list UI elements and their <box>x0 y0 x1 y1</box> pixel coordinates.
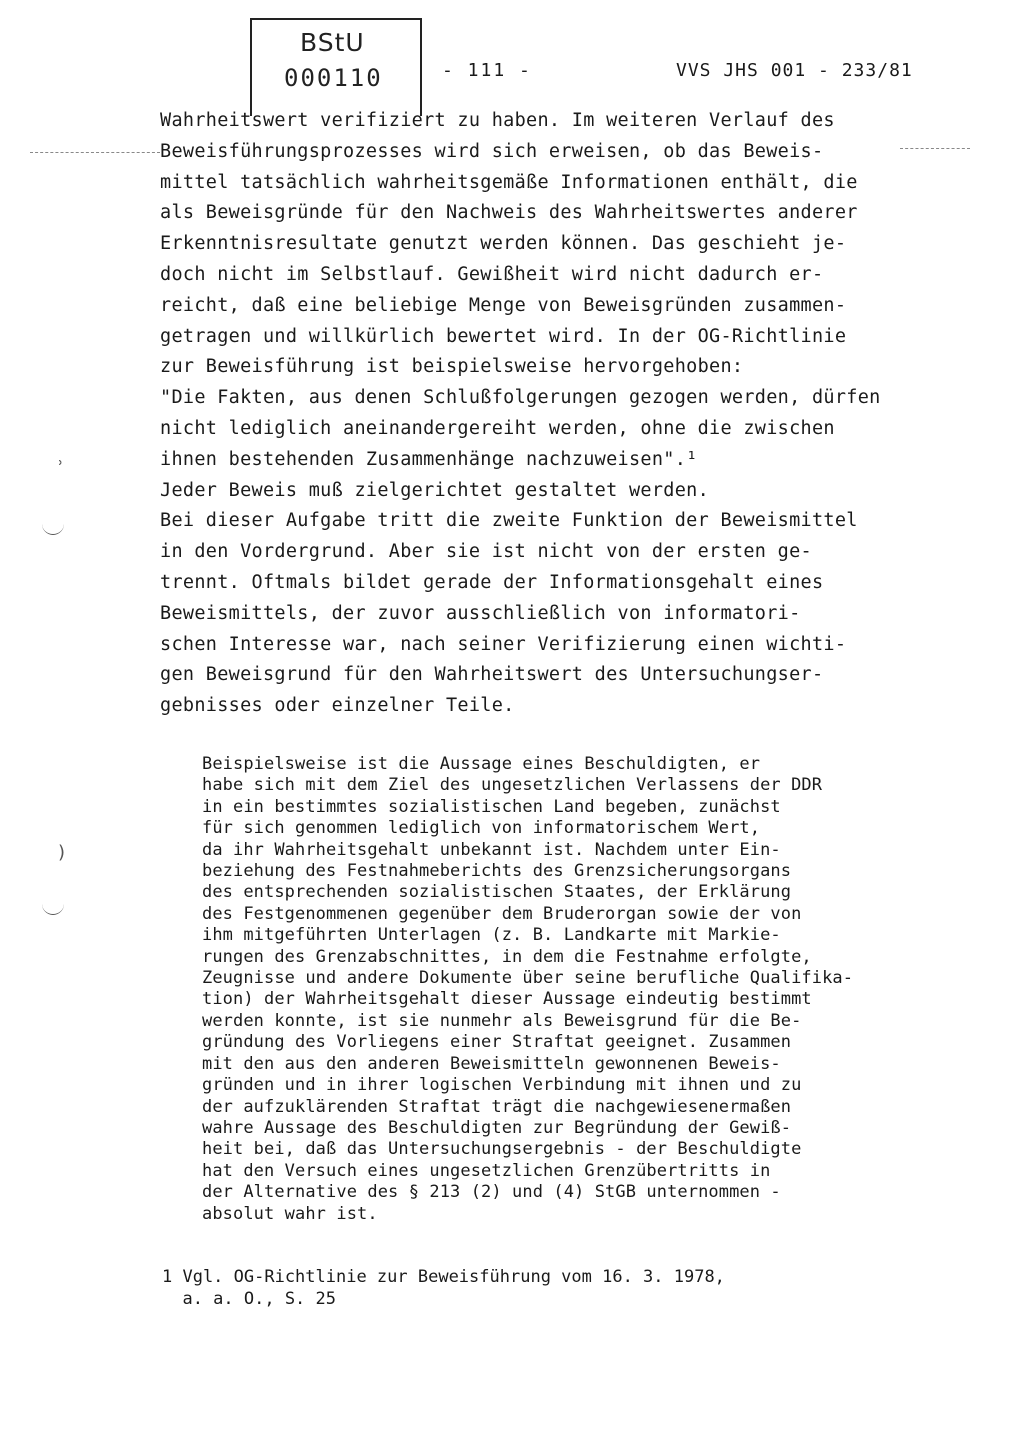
page-number: - 111 - <box>442 60 532 81</box>
archive-stamp <box>250 18 422 116</box>
body-text: Wahrheitswert verifiziert zu haben. Im weiteren Verlauf des Beweisführungsprozesses wird sich erweisen, ob das Beweis- mittel tatsächlich wahrheitsgemäße Informationen enthält, die als Beweisgründe für den Nachweis des Wahrheitswertes anderer Erkenntnisresultate genutzt werden können. Das geschieht je- doch nicht im Selbstlauf. Gewißheit wird nicht dadurch er- reicht, daß eine beliebige Menge von Beweisgründen zusammen- getragen und willkürlich bewertet wird. In der OG-Richtlinie zur Beweisführung ist beispielsweise hervorgehoben: "Die Fakten, aus denen Schlußfolgerungen gezogen werden, dürfen nicht lediglich aneinandergereiht werden, ohne die zwischen ihnen bestehenden Zusammenhänge nachzuweisen".¹ Jeder Beweis muß zielgerichtet gestaltet werden. Bei dieser Aufgabe tritt die zweite Funktion der Beweismittel in den Vordergrund. Aber sie ist nicht von der ersten ge- trennt. Oftmals bildet gerade der Informationsgehalt eines Beweismittels, der zuvor ausschließlich von informatori- schen Interesse war, nach seiner Verifizierung einen wichti- gen Beweisgrund für den Wahrheitswert des Untersuchungser- gebnisses oder einzelner Teile. <box>160 110 881 717</box>
margin-tick: ) <box>58 842 66 863</box>
footnote: 1 Vgl. OG-Richtlinie zur Beweisführung vom 16. 3. 1978, a. a. O., S. 25 <box>162 1267 725 1309</box>
document-reference: VVS JHS 001 - 233/81 <box>676 60 913 81</box>
stamp-agency: BStU <box>300 28 365 57</box>
binding-hole-mark <box>42 524 64 535</box>
margin-tick: ʾ <box>58 458 64 479</box>
binding-hole-mark <box>42 904 64 915</box>
stamp-number: 000110 <box>284 64 383 92</box>
margin-rule-left <box>30 152 160 153</box>
example-paragraph: Beispielsweise ist die Aussage eines Beschuldigten, er habe sich mit dem Ziel des ungesetzlichen Verlassens der DDR in ein bestimmtes sozialistischen Land begeben, zunächst für sich genommen lediglich von informatorischem Wert, da ihr Wahrheitsgehalt unbekannt ist. Nachdem unter Ein- beziehung des Festnahmeberichts des Grenzsicherungsorgans des entsprechenden sozialistischen Staates, der Erklärung des Festgenommenen gegenüber dem Bruderorgan sowie der von ihm mitgeführten Unterlagen (z. B. Landkarte mit Markie- rungen des Grenzabschnittes, in dem die Festnahme erfolgte, Zeugnisse und andere Dokumente über seine berufliche Qualifika- tion) der Wahrheitsgehalt dieser Aussage eindeutig bestimmt werden konnte, ist sie nunmehr als Beweisgrund für die Be- gründung des Vorliegens einer Straftat geeignet. Zusammen mit den aus den anderen Beweismitteln gewonnenen Beweis- gründen und in ihrer logischen Verbindung mit ihnen und zu der aufzuklärenden Straftat trägt die nachgewiesenermaßen wahre Aussage des Beschuldigten zur Begründung der Gewiß- heit bei, daß das Untersuchungsergebnis - der Beschuldigte hat den Versuch eines ungesetzlichen Grenzübertritts in der Alternative des § 213 (2) und (4) StGB unternommen - absolut wahr ist. <box>202 754 854 1224</box>
